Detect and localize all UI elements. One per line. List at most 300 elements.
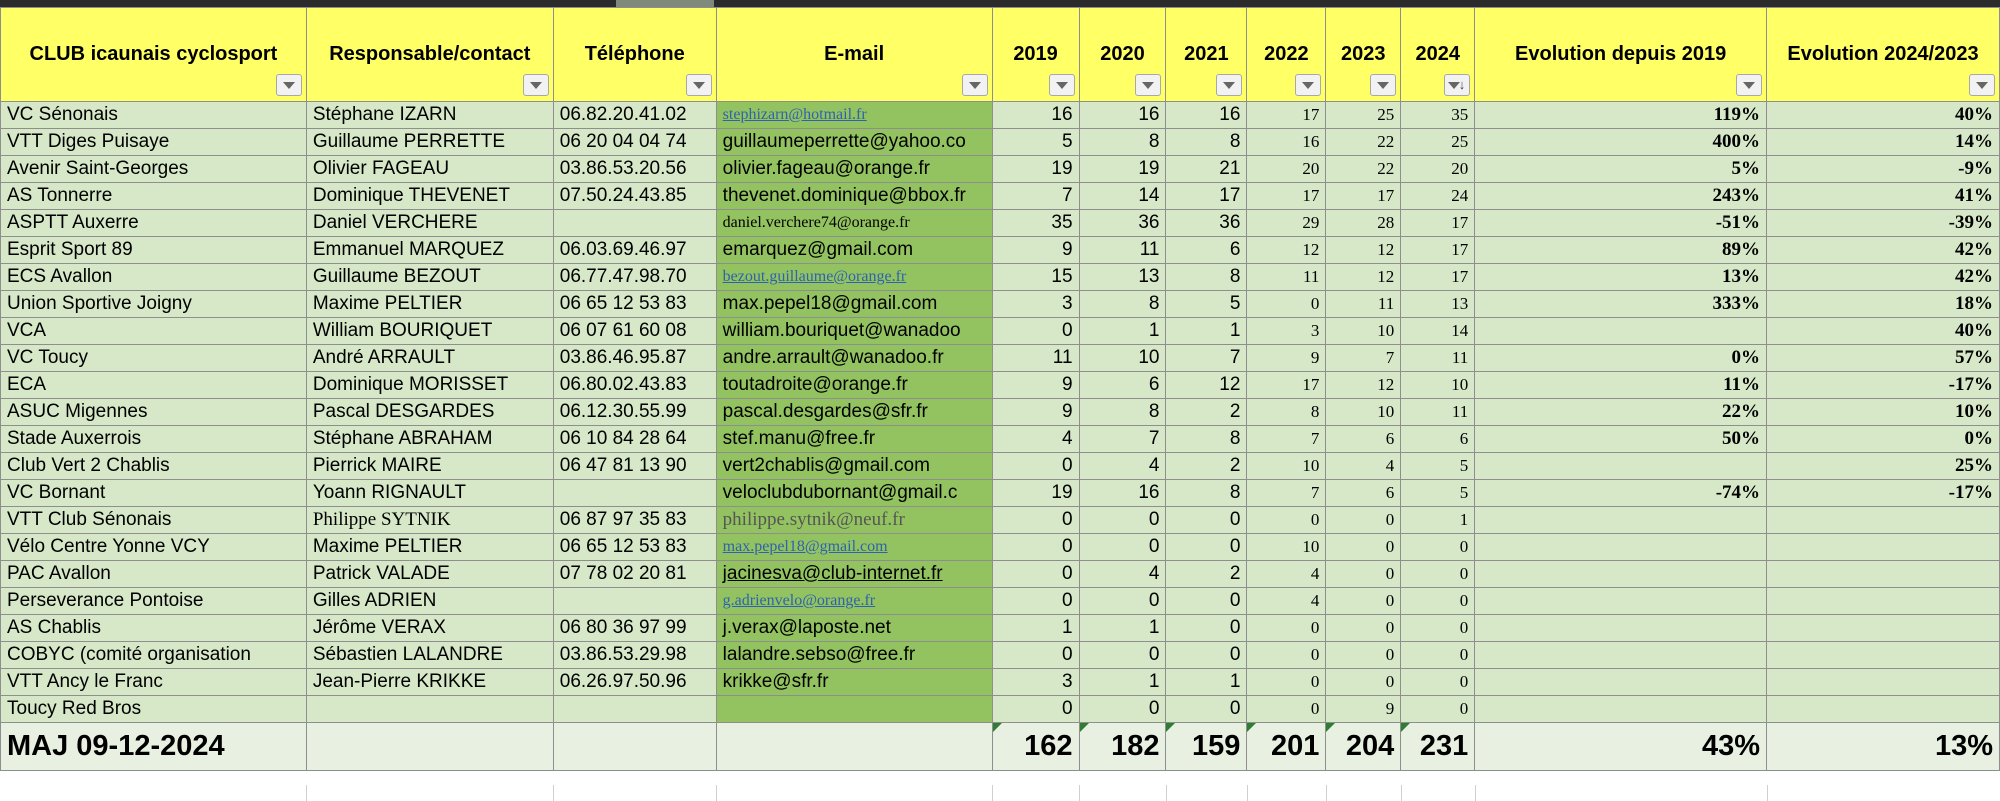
cell[interactable] xyxy=(716,723,992,771)
year-count-cell[interactable]: 0 xyxy=(992,507,1079,534)
year-count-cell[interactable]: 8 xyxy=(1079,129,1166,156)
year-count-cell[interactable]: 0 xyxy=(992,453,1079,480)
sort-filter-button-2024[interactable] xyxy=(1444,74,1470,96)
year-count-cell[interactable]: 11 xyxy=(1401,399,1475,426)
year-count-cell[interactable]: 17 xyxy=(1166,183,1247,210)
year-count-cell[interactable]: 0 xyxy=(992,561,1079,588)
year-count-cell[interactable]: 0 xyxy=(1079,642,1166,669)
club-name-cell[interactable]: Esprit Sport 89 xyxy=(1,237,307,264)
contact-cell[interactable]: Philippe SYTNIK xyxy=(306,507,553,534)
year-count-cell[interactable]: 14 xyxy=(1401,318,1475,345)
evolution-2024-2023-cell[interactable] xyxy=(1767,669,2000,696)
phone-cell[interactable]: 06 47 81 13 90 xyxy=(553,453,716,480)
year-count-cell[interactable]: 0 xyxy=(1247,669,1326,696)
year-count-cell[interactable]: 3 xyxy=(992,669,1079,696)
year-count-cell[interactable]: 0 xyxy=(992,318,1079,345)
contact-cell[interactable]: Dominique THEVENET xyxy=(306,183,553,210)
year-count-cell[interactable]: 0 xyxy=(1166,534,1247,561)
contact-cell[interactable]: Olivier FAGEAU xyxy=(306,156,553,183)
year-count-cell[interactable]: 21 xyxy=(1166,156,1247,183)
year-count-cell[interactable]: 11 xyxy=(992,345,1079,372)
evolution-2024-2023-cell[interactable]: -9% xyxy=(1767,156,2000,183)
year-count-cell[interactable]: 13 xyxy=(1401,291,1475,318)
club-name-cell[interactable]: VC Sénonais xyxy=(1,102,307,129)
contact-cell[interactable]: Jean-Pierre KRIKKE xyxy=(306,669,553,696)
year-count-cell[interactable]: 7 xyxy=(992,183,1079,210)
evolution-2019-cell[interactable] xyxy=(1475,588,1767,615)
club-name-cell[interactable]: PAC Avallon xyxy=(1,561,307,588)
evolution-2019-cell[interactable]: 5% xyxy=(1475,156,1767,183)
evolution-2024-2023-cell[interactable]: 42% xyxy=(1767,237,2000,264)
contact-cell[interactable]: André ARRAULT xyxy=(306,345,553,372)
year-count-cell[interactable]: 8 xyxy=(1166,426,1247,453)
evolution-2019-cell[interactable] xyxy=(1475,642,1767,669)
year-count-cell[interactable]: 3 xyxy=(1247,318,1326,345)
year-count-cell[interactable]: 0 xyxy=(1247,507,1326,534)
evolution-2024-2023-cell[interactable] xyxy=(1767,588,2000,615)
evolution-2019-cell[interactable] xyxy=(1475,669,1767,696)
year-count-cell[interactable]: 20 xyxy=(1401,156,1475,183)
year-count-cell[interactable]: 0 xyxy=(1079,507,1166,534)
year-count-cell[interactable]: 5 xyxy=(992,129,1079,156)
year-count-cell[interactable]: 0 xyxy=(1247,696,1326,723)
year-count-cell[interactable]: 1 xyxy=(1166,318,1247,345)
year-count-cell[interactable]: 12 xyxy=(1326,372,1401,399)
contact-cell[interactable]: Maxime PELTIER xyxy=(306,291,553,318)
club-name-cell[interactable]: COBYC (comité organisation xyxy=(1,642,307,669)
year-count-cell[interactable]: 0 xyxy=(992,534,1079,561)
year-count-cell[interactable]: 0 xyxy=(1401,615,1475,642)
year-count-cell[interactable]: 0 xyxy=(1166,642,1247,669)
phone-cell[interactable]: 06.03.69.46.97 xyxy=(553,237,716,264)
year-count-cell[interactable]: 7 xyxy=(1247,426,1326,453)
evolution-2024-2023-cell[interactable]: 41% xyxy=(1767,183,2000,210)
phone-cell[interactable]: 06.80.02.43.83 xyxy=(553,372,716,399)
phone-cell[interactable]: 06 65 12 53 83 xyxy=(553,534,716,561)
phone-cell[interactable]: 06 07 61 60 08 xyxy=(553,318,716,345)
phone-cell[interactable]: 06.77.47.98.70 xyxy=(553,264,716,291)
total-2019-cell[interactable]: 162 xyxy=(992,723,1079,771)
evolution-2024-2023-cell[interactable]: 40% xyxy=(1767,318,2000,345)
year-count-cell[interactable]: 35 xyxy=(1401,102,1475,129)
club-name-cell[interactable]: AS Tonnerre xyxy=(1,183,307,210)
year-count-cell[interactable]: 0 xyxy=(1079,696,1166,723)
year-count-cell[interactable]: 6 xyxy=(1166,237,1247,264)
phone-cell[interactable] xyxy=(553,210,716,237)
evolution-2019-cell[interactable]: 400% xyxy=(1475,129,1767,156)
year-count-cell[interactable]: 9 xyxy=(992,399,1079,426)
phone-cell[interactable]: 03.86.53.20.56 xyxy=(553,156,716,183)
filter-button-email[interactable] xyxy=(962,74,988,96)
year-count-cell[interactable]: 36 xyxy=(1079,210,1166,237)
phone-cell[interactable]: 06.82.20.41.02 xyxy=(553,102,716,129)
year-count-cell[interactable]: 7 xyxy=(1247,480,1326,507)
evolution-2019-cell[interactable] xyxy=(1475,453,1767,480)
email-cell[interactable]: jacinesva@club-internet.fr xyxy=(716,561,992,588)
year-count-cell[interactable]: 5 xyxy=(1401,480,1475,507)
year-count-cell[interactable]: 12 xyxy=(1326,264,1401,291)
year-count-cell[interactable]: 15 xyxy=(992,264,1079,291)
club-name-cell[interactable]: VC Toucy xyxy=(1,345,307,372)
email-cell[interactable]: bezout.guillaume@orange.fr xyxy=(716,264,992,291)
club-name-cell[interactable]: Union Sportive Joigny xyxy=(1,291,307,318)
year-count-cell[interactable]: 7 xyxy=(1326,345,1401,372)
club-name-cell[interactable]: ASPTT Auxerre xyxy=(1,210,307,237)
total-2022-cell[interactable]: 201 xyxy=(1247,723,1326,771)
year-count-cell[interactable]: 14 xyxy=(1079,183,1166,210)
year-count-cell[interactable]: 4 xyxy=(1247,561,1326,588)
filter-button-2020[interactable] xyxy=(1135,74,1161,96)
club-name-cell[interactable]: Club Vert 2 Chablis xyxy=(1,453,307,480)
evolution-2019-cell[interactable]: 22% xyxy=(1475,399,1767,426)
email-cell[interactable]: stef.manu@free.fr xyxy=(716,426,992,453)
contact-cell[interactable]: Stéphane IZARN xyxy=(306,102,553,129)
year-count-cell[interactable]: 0 xyxy=(1401,669,1475,696)
year-count-cell[interactable]: 8 xyxy=(1166,264,1247,291)
evolution-2019-cell[interactable]: 333% xyxy=(1475,291,1767,318)
email-cell[interactable] xyxy=(716,696,992,723)
contact-cell[interactable]: Sébastien LALANDRE xyxy=(306,642,553,669)
filter-button-evolution-2024-2023[interactable] xyxy=(1969,74,1995,96)
evolution-2024-2023-cell[interactable]: 10% xyxy=(1767,399,2000,426)
year-count-cell[interactable]: 0 xyxy=(1247,291,1326,318)
year-count-cell[interactable]: 0 xyxy=(1401,534,1475,561)
year-count-cell[interactable]: 1 xyxy=(992,615,1079,642)
year-count-cell[interactable]: 17 xyxy=(1247,183,1326,210)
club-name-cell[interactable]: VTT Club Sénonais xyxy=(1,507,307,534)
phone-cell[interactable] xyxy=(553,588,716,615)
total-2021-cell[interactable]: 159 xyxy=(1166,723,1247,771)
filter-button-contact[interactable] xyxy=(523,74,549,96)
filter-button-club[interactable] xyxy=(276,74,302,96)
year-count-cell[interactable]: 12 xyxy=(1166,372,1247,399)
year-count-cell[interactable]: 8 xyxy=(1166,480,1247,507)
year-count-cell[interactable]: 17 xyxy=(1401,264,1475,291)
year-count-cell[interactable]: 4 xyxy=(1079,561,1166,588)
evolution-2024-2023-cell[interactable]: 25% xyxy=(1767,453,2000,480)
phone-cell[interactable]: 03.86.53.29.98 xyxy=(553,642,716,669)
year-count-cell[interactable]: 0 xyxy=(1247,615,1326,642)
year-count-cell[interactable]: 11 xyxy=(1401,345,1475,372)
year-count-cell[interactable]: 20 xyxy=(1247,156,1326,183)
contact-cell[interactable]: Maxime PELTIER xyxy=(306,534,553,561)
evolution-2024-2023-cell[interactable]: -17% xyxy=(1767,372,2000,399)
year-count-cell[interactable]: 0 xyxy=(1326,615,1401,642)
evolution-2019-cell[interactable]: 11% xyxy=(1475,372,1767,399)
email-cell[interactable]: veloclubdubornant@gmail.c xyxy=(716,480,992,507)
year-count-cell[interactable]: 0 xyxy=(1401,642,1475,669)
year-count-cell[interactable]: 10 xyxy=(1326,318,1401,345)
evolution-2019-cell[interactable]: 243% xyxy=(1475,183,1767,210)
email-cell[interactable]: thevenet.dominique@bbox.fr xyxy=(716,183,992,210)
club-name-cell[interactable]: Vélo Centre Yonne VCY xyxy=(1,534,307,561)
total-2024-cell[interactable]: 231 xyxy=(1401,723,1475,771)
phone-cell[interactable]: 07 78 02 20 81 xyxy=(553,561,716,588)
year-count-cell[interactable]: 6 xyxy=(1326,426,1401,453)
contact-cell[interactable]: Stéphane ABRAHAM xyxy=(306,426,553,453)
year-count-cell[interactable]: 13 xyxy=(1079,264,1166,291)
year-count-cell[interactable]: 1 xyxy=(1401,507,1475,534)
evolution-2019-cell[interactable]: 119% xyxy=(1475,102,1767,129)
year-count-cell[interactable]: 17 xyxy=(1247,102,1326,129)
year-count-cell[interactable]: 36 xyxy=(1166,210,1247,237)
year-count-cell[interactable]: 8 xyxy=(1247,399,1326,426)
year-count-cell[interactable]: 1 xyxy=(1079,318,1166,345)
club-name-cell[interactable]: Stade Auxerrois xyxy=(1,426,307,453)
year-count-cell[interactable]: 11 xyxy=(1326,291,1401,318)
phone-cell[interactable]: 06 87 97 35 83 xyxy=(553,507,716,534)
evolution-2019-cell[interactable]: -74% xyxy=(1475,480,1767,507)
evolution-2024-2023-cell[interactable] xyxy=(1767,534,2000,561)
evolution-2024-2023-cell[interactable]: 57% xyxy=(1767,345,2000,372)
year-count-cell[interactable]: 0 xyxy=(992,588,1079,615)
email-cell[interactable]: vert2chablis@gmail.com xyxy=(716,453,992,480)
year-count-cell[interactable]: 9 xyxy=(992,372,1079,399)
evolution-2024-2023-cell[interactable]: -39% xyxy=(1767,210,2000,237)
phone-cell[interactable]: 03.86.46.95.87 xyxy=(553,345,716,372)
email-cell[interactable]: toutadroite@orange.fr xyxy=(716,372,992,399)
email-cell[interactable]: stephizarn@hotmail.fr xyxy=(716,102,992,129)
total-2023-cell[interactable]: 204 xyxy=(1326,723,1401,771)
evolution-2024-2023-cell[interactable]: 18% xyxy=(1767,291,2000,318)
evolution-2019-cell[interactable] xyxy=(1475,318,1767,345)
evolution-2024-2023-cell[interactable]: 0% xyxy=(1767,426,2000,453)
year-count-cell[interactable]: 9 xyxy=(992,237,1079,264)
total-2020-cell[interactable]: 182 xyxy=(1079,723,1166,771)
year-count-cell[interactable]: 28 xyxy=(1326,210,1401,237)
year-count-cell[interactable]: 4 xyxy=(1079,453,1166,480)
club-name-cell[interactable]: Avenir Saint-Georges xyxy=(1,156,307,183)
year-count-cell[interactable]: 6 xyxy=(1079,372,1166,399)
year-count-cell[interactable]: 0 xyxy=(1079,534,1166,561)
year-count-cell[interactable]: 5 xyxy=(1166,291,1247,318)
club-name-cell[interactable]: VTT Ancy le Franc xyxy=(1,669,307,696)
year-count-cell[interactable]: 0 xyxy=(1166,615,1247,642)
year-count-cell[interactable]: 0 xyxy=(1401,588,1475,615)
year-count-cell[interactable]: 2 xyxy=(1166,453,1247,480)
contact-cell[interactable]: Pierrick MAIRE xyxy=(306,453,553,480)
year-count-cell[interactable]: 5 xyxy=(1401,453,1475,480)
year-count-cell[interactable]: 16 xyxy=(1079,102,1166,129)
year-count-cell[interactable]: 19 xyxy=(1079,156,1166,183)
year-count-cell[interactable]: 19 xyxy=(992,480,1079,507)
year-count-cell[interactable]: 29 xyxy=(1247,210,1326,237)
contact-cell[interactable]: Patrick VALADE xyxy=(306,561,553,588)
email-cell[interactable]: philippe.sytnik@neuf.fr xyxy=(716,507,992,534)
contact-cell[interactable] xyxy=(306,696,553,723)
club-name-cell[interactable]: Toucy Red Bros xyxy=(1,696,307,723)
year-count-cell[interactable]: 10 xyxy=(1247,534,1326,561)
contact-cell[interactable]: William BOURIQUET xyxy=(306,318,553,345)
evolution-2019-cell[interactable] xyxy=(1475,534,1767,561)
year-count-cell[interactable]: 0 xyxy=(1166,507,1247,534)
year-count-cell[interactable]: 0 xyxy=(992,642,1079,669)
year-count-cell[interactable]: 12 xyxy=(1247,237,1326,264)
evolution-2019-cell[interactable] xyxy=(1475,507,1767,534)
year-count-cell[interactable]: 1 xyxy=(1079,669,1166,696)
email-cell[interactable]: lalandre.sebso@free.fr xyxy=(716,642,992,669)
year-count-cell[interactable]: 16 xyxy=(1247,129,1326,156)
evolution-2024-2023-cell[interactable] xyxy=(1767,507,2000,534)
year-count-cell[interactable]: 0 xyxy=(1326,534,1401,561)
year-count-cell[interactable]: 0 xyxy=(1326,507,1401,534)
phone-cell[interactable] xyxy=(553,480,716,507)
contact-cell[interactable]: Gilles ADRIEN xyxy=(306,588,553,615)
contact-cell[interactable]: Emmanuel MARQUEZ xyxy=(306,237,553,264)
cell[interactable] xyxy=(306,723,553,771)
year-count-cell[interactable]: 2 xyxy=(1166,399,1247,426)
club-name-cell[interactable]: AS Chablis xyxy=(1,615,307,642)
email-cell[interactable]: olivier.fageau@orange.fr xyxy=(716,156,992,183)
year-count-cell[interactable]: 11 xyxy=(1079,237,1166,264)
evolution-2019-cell[interactable]: 50% xyxy=(1475,426,1767,453)
email-cell[interactable]: j.verax@laposte.net xyxy=(716,615,992,642)
email-cell[interactable]: max.pepel18@gmail.com xyxy=(716,534,992,561)
filter-button-2023[interactable] xyxy=(1370,74,1396,96)
filter-button-2021[interactable] xyxy=(1216,74,1242,96)
club-name-cell[interactable]: VCA xyxy=(1,318,307,345)
cell[interactable] xyxy=(553,723,716,771)
year-count-cell[interactable]: 17 xyxy=(1326,183,1401,210)
evolution-2024-2023-cell[interactable] xyxy=(1767,696,2000,723)
year-count-cell[interactable]: 6 xyxy=(1326,480,1401,507)
year-count-cell[interactable]: 0 xyxy=(1166,588,1247,615)
year-count-cell[interactable]: 4 xyxy=(1247,588,1326,615)
update-date-cell[interactable]: MAJ 09-12-2024 xyxy=(1,723,307,771)
contact-cell[interactable]: Dominique MORISSET xyxy=(306,372,553,399)
year-count-cell[interactable]: 25 xyxy=(1401,129,1475,156)
year-count-cell[interactable]: 3 xyxy=(992,291,1079,318)
evolution-2019-cell[interactable]: 13% xyxy=(1475,264,1767,291)
club-name-cell[interactable]: ASUC Migennes xyxy=(1,399,307,426)
year-count-cell[interactable]: 16 xyxy=(1166,102,1247,129)
evolution-2024-2023-cell[interactable]: 14% xyxy=(1767,129,2000,156)
year-count-cell[interactable]: 0 xyxy=(992,696,1079,723)
year-count-cell[interactable]: 4 xyxy=(1326,453,1401,480)
year-count-cell[interactable]: 22 xyxy=(1326,129,1401,156)
contact-cell[interactable]: Yoann RIGNAULT xyxy=(306,480,553,507)
phone-cell[interactable]: 06.26.97.50.96 xyxy=(553,669,716,696)
year-count-cell[interactable]: 4 xyxy=(992,426,1079,453)
total-evolution-2019-cell[interactable]: 43% xyxy=(1475,723,1767,771)
contact-cell[interactable]: Jérôme VERAX xyxy=(306,615,553,642)
year-count-cell[interactable]: 11 xyxy=(1247,264,1326,291)
year-count-cell[interactable]: 8 xyxy=(1079,399,1166,426)
evolution-2024-2023-cell[interactable]: 40% xyxy=(1767,102,2000,129)
evolution-2019-cell[interactable] xyxy=(1475,561,1767,588)
club-name-cell[interactable]: ECA xyxy=(1,372,307,399)
year-count-cell[interactable]: 0 xyxy=(1401,561,1475,588)
evolution-2019-cell[interactable] xyxy=(1475,696,1767,723)
year-count-cell[interactable]: 12 xyxy=(1326,237,1401,264)
email-cell[interactable]: andre.arrault@wanadoo.fr xyxy=(716,345,992,372)
year-count-cell[interactable]: 10 xyxy=(1247,453,1326,480)
contact-cell[interactable]: Daniel VERCHERE xyxy=(306,210,553,237)
year-count-cell[interactable]: 1 xyxy=(1079,615,1166,642)
year-count-cell[interactable]: 8 xyxy=(1166,129,1247,156)
year-count-cell[interactable]: 17 xyxy=(1247,372,1326,399)
phone-cell[interactable] xyxy=(553,696,716,723)
email-cell[interactable]: emarquez@gmail.com xyxy=(716,237,992,264)
email-cell[interactable]: daniel.verchere74@orange.fr xyxy=(716,210,992,237)
total-evolution-2024-2023-cell[interactable]: 13% xyxy=(1767,723,2000,771)
year-count-cell[interactable]: 17 xyxy=(1401,237,1475,264)
year-count-cell[interactable]: 9 xyxy=(1247,345,1326,372)
evolution-2019-cell[interactable] xyxy=(1475,615,1767,642)
filter-button-2022[interactable] xyxy=(1295,74,1321,96)
email-cell[interactable]: guillaumeperrette@yahoo.co xyxy=(716,129,992,156)
year-count-cell[interactable]: 10 xyxy=(1401,372,1475,399)
year-count-cell[interactable]: 0 xyxy=(1247,642,1326,669)
filter-button-phone[interactable] xyxy=(686,74,712,96)
evolution-2024-2023-cell[interactable] xyxy=(1767,615,2000,642)
year-count-cell[interactable]: 10 xyxy=(1326,399,1401,426)
year-count-cell[interactable]: 19 xyxy=(992,156,1079,183)
year-count-cell[interactable]: 0 xyxy=(1166,696,1247,723)
year-count-cell[interactable]: 16 xyxy=(992,102,1079,129)
year-count-cell[interactable]: 8 xyxy=(1079,291,1166,318)
year-count-cell[interactable]: 0 xyxy=(1326,588,1401,615)
evolution-2019-cell[interactable]: 89% xyxy=(1475,237,1767,264)
year-count-cell[interactable]: 22 xyxy=(1326,156,1401,183)
club-name-cell[interactable]: Perseverance Pontoise xyxy=(1,588,307,615)
year-count-cell[interactable]: 0 xyxy=(1326,669,1401,696)
year-count-cell[interactable]: 24 xyxy=(1401,183,1475,210)
year-count-cell[interactable]: 0 xyxy=(1326,642,1401,669)
club-name-cell[interactable]: ECS Avallon xyxy=(1,264,307,291)
email-cell[interactable]: max.pepel18@gmail.com xyxy=(716,291,992,318)
phone-cell[interactable]: 06 65 12 53 83 xyxy=(553,291,716,318)
year-count-cell[interactable]: 0 xyxy=(1079,588,1166,615)
year-count-cell[interactable]: 1 xyxy=(1166,669,1247,696)
evolution-2019-cell[interactable]: 0% xyxy=(1475,345,1767,372)
year-count-cell[interactable]: 16 xyxy=(1079,480,1166,507)
contact-cell[interactable]: Guillaume PERRETTE xyxy=(306,129,553,156)
year-count-cell[interactable]: 10 xyxy=(1079,345,1166,372)
year-count-cell[interactable]: 25 xyxy=(1326,102,1401,129)
email-cell[interactable]: g.adrienvelo@orange.fr xyxy=(716,588,992,615)
phone-cell[interactable]: 06 10 84 28 64 xyxy=(553,426,716,453)
email-cell[interactable]: krikke@sfr.fr xyxy=(716,669,992,696)
year-count-cell[interactable]: 7 xyxy=(1079,426,1166,453)
year-count-cell[interactable]: 0 xyxy=(1401,696,1475,723)
phone-cell[interactable]: 06 20 04 04 74 xyxy=(553,129,716,156)
contact-cell[interactable]: Pascal DESGARDES xyxy=(306,399,553,426)
year-count-cell[interactable]: 9 xyxy=(1326,696,1401,723)
email-cell[interactable]: william.bouriquet@wanadoo xyxy=(716,318,992,345)
year-count-cell[interactable]: 0 xyxy=(1326,561,1401,588)
filter-button-evolution-2019[interactable] xyxy=(1736,74,1762,96)
evolution-2024-2023-cell[interactable] xyxy=(1767,642,2000,669)
year-count-cell[interactable]: 17 xyxy=(1401,210,1475,237)
phone-cell[interactable]: 06.12.30.55.99 xyxy=(553,399,716,426)
evolution-2024-2023-cell[interactable]: -17% xyxy=(1767,480,2000,507)
phone-cell[interactable]: 07.50.24.43.85 xyxy=(553,183,716,210)
year-count-cell[interactable]: 7 xyxy=(1166,345,1247,372)
evolution-2024-2023-cell[interactable] xyxy=(1767,561,2000,588)
club-name-cell[interactable]: VC Bornant xyxy=(1,480,307,507)
year-count-cell[interactable]: 2 xyxy=(1166,561,1247,588)
club-name-cell[interactable]: VTT Diges Puisaye xyxy=(1,129,307,156)
year-count-cell[interactable]: 6 xyxy=(1401,426,1475,453)
email-cell[interactable]: pascal.desgardes@sfr.fr xyxy=(716,399,992,426)
contact-cell[interactable]: Guillaume BEZOUT xyxy=(306,264,553,291)
phone-cell[interactable]: 06 80 36 97 99 xyxy=(553,615,716,642)
filter-button-2019[interactable] xyxy=(1049,74,1075,96)
year-count-cell[interactable]: 35 xyxy=(992,210,1079,237)
evolution-2024-2023-cell[interactable]: 42% xyxy=(1767,264,2000,291)
evolution-2019-cell[interactable]: -51% xyxy=(1475,210,1767,237)
